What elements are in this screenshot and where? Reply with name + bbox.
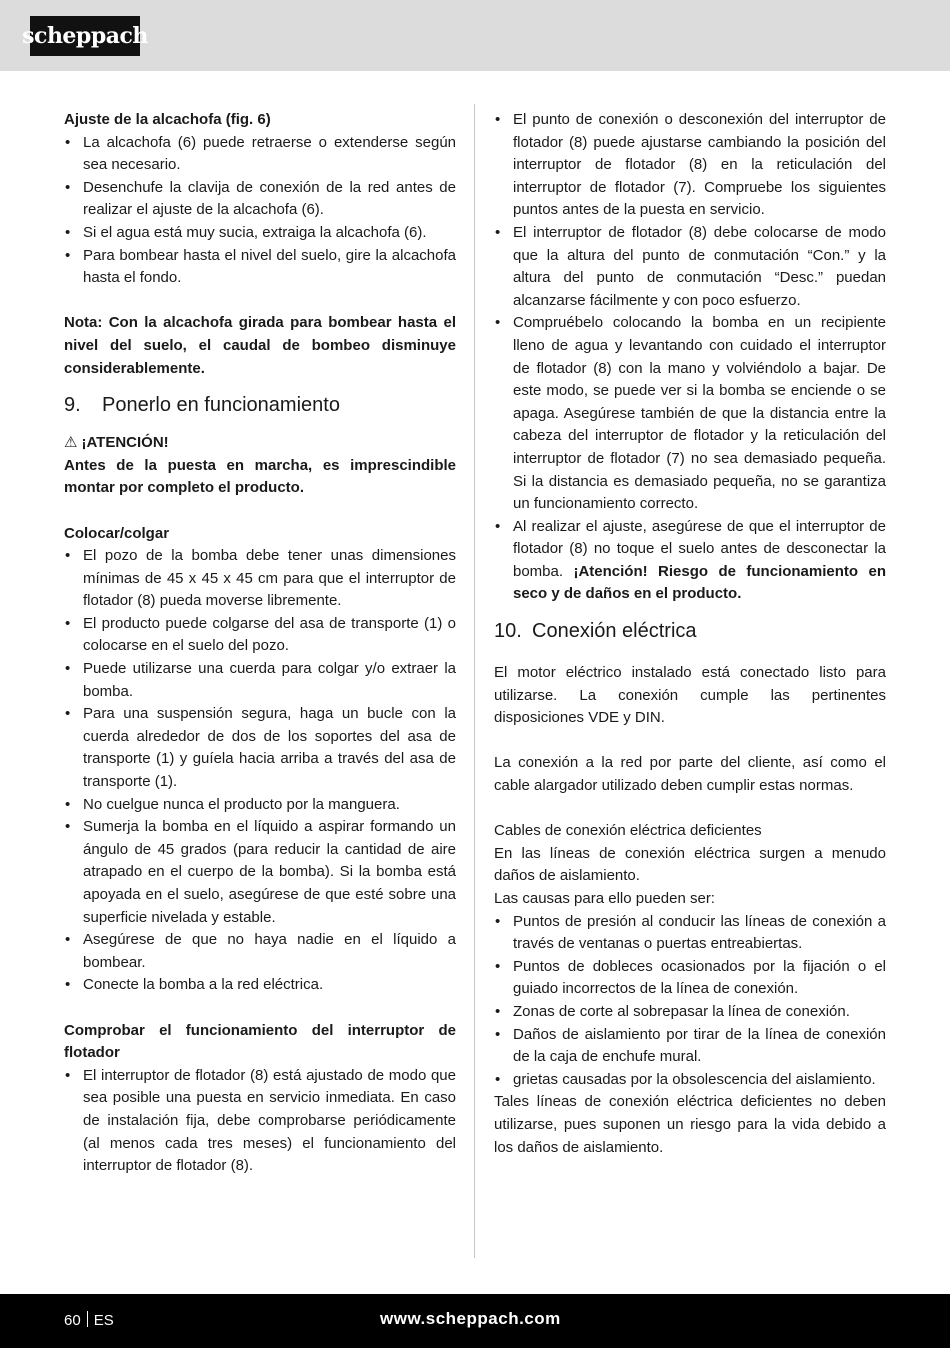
adjust-heading: Ajuste de la alcachofa (fig. 6) (64, 111, 271, 128)
paragraph: Tales líneas de conexión eléctrica deficientes no deben utilizarse, pues suponen un riesgo para la vida debido a los daños de aislamiento. (494, 1093, 886, 1156)
paragraph: La conexión a la red por parte del cliente, así como el cable alargador utilizado deben cumplir estas normas. (494, 754, 886, 795)
paragraph: Las causas para ello pueden ser: (494, 890, 715, 907)
footer-separator (87, 1311, 88, 1327)
page-info (64, 1310, 114, 1333)
section-title: Conexión eléctrica (532, 620, 697, 643)
list-item: • El punto de conexión o desconexión del interruptor de flotador (8) puede ajustarse cambiando la posición del interruptor de flotador (8) en la reticulación del interruptor de flotador (7). Compruebe los siguientes puntos antes de la puesta en servicio. (494, 109, 886, 222)
list-item: • La alcachofa (6) puede retraerse o extenderse según sea necesario. (64, 132, 456, 177)
list-item-text: Al realizar el ajuste, asegúrese de que el interruptor de flotador (8) no toque el suelo antes de desconectar la bomba. (513, 517, 886, 580)
list-item: • Zonas de corte al sobrepasar la línea de conexión. (494, 1001, 886, 1024)
list-item: • Asegúrese de que no haya nadie en el líquido a bombear. (64, 929, 456, 974)
page-footer (0, 1294, 950, 1348)
list-item (494, 516, 886, 606)
scheppach-logo: scheppach (30, 16, 140, 56)
cables-heading: Cables de conexión eléctrica deficientes (494, 822, 762, 840)
warning-heading (64, 432, 456, 455)
adjust-list (64, 132, 456, 290)
list-item-warning: ¡Atención! Riesgo de funcionamiento en seco y de daños en el producto. (513, 562, 886, 603)
list-item: • Desenchufe la clavija de conexión de la red antes de realizar el ajuste de la alcachofa (6). (64, 177, 456, 222)
right-column (494, 109, 886, 1159)
float-check-list-continued (494, 109, 886, 606)
list-item: • Puntos de dobleces ocasionados por la fijación o el guiado incorrectos de la línea de conexión. (494, 956, 886, 1001)
column-divider (474, 104, 475, 1258)
page-number: 60 (64, 1312, 81, 1329)
section-heading-10 (494, 616, 886, 646)
list-item: • Conecte la bomba a la red eléctrica. (64, 974, 456, 997)
float-check-list (64, 1065, 456, 1178)
warning-triangle-icon: ⚠ (64, 434, 78, 452)
website-link[interactable]: www.scheppach.com (380, 1309, 561, 1328)
paragraph: El motor eléctrico instalado está conectado listo para utilizarse. La conexión cumple las pertinentes disposiciones VDE y DIN. (494, 664, 886, 727)
hang-heading: Colocar/colgar (64, 524, 170, 542)
section-heading-9 (64, 390, 456, 420)
section-title: Ponerlo en funcionamiento (102, 394, 340, 417)
list-item: • Para bombear hasta el nivel del suelo, gire la alcachofa hasta el fondo. (64, 245, 456, 290)
list-item: • El interruptor de flotador (8) debe colocarse de modo que la altura del punto de conmutación “Con.” y la altura del punto de conmutación “Desc.” puedan alcanzarse fácilmente y con poco esfuerzo. (494, 222, 886, 312)
causes-list (494, 911, 886, 1092)
list-item: • grietas causadas por la obsolescencia del aislamiento. (494, 1069, 886, 1092)
note-text: Nota: Con la alcachofa girada para bombear hasta el nivel del suelo, el caudal de bombeo disminuye considerablemente. (64, 314, 456, 377)
list-item: • Compruébelo colocando la bomba en un recipiente lleno de agua y levantando con cuidado el interruptor de flotador (8) con la mano y volviéndolo a bajar. De este modo, se puede ver si la bomba se enciende o se apaga. Asegúrese también de que la distancia entre la cabeza del interruptor de flotador y la reticulación del interruptor de flotador (7) no sea demasiado pequeña. Si la distancia es demasiado pequeña, no se garantiza un funcionamiento correcto. (494, 312, 886, 515)
page-header (0, 0, 950, 71)
list-item: • El interruptor de flotador (8) está ajustado de modo que sea posible una puesta en servicio inmediata. En caso de instalación fija, debe comprobarse periódicamente (al menos cada tres meses) el funcionamiento del interruptor de flotador (8). (64, 1065, 456, 1178)
list-item: • Para una suspensión segura, haga un bucle con la cuerda alrededor de dos de los soportes del asa de transporte (1) y guíela hacia arriba a través del asa de transporte (1). (64, 703, 456, 793)
list-item: • Sumerja la bomba en el líquido a aspirar formando un ángulo de 45 grados (para reducir la cantidad de aire atrapado en el cuerpo de la bomba). Si la bomba está apoyada en el suelo, asegúrese de que esté sobre una superficie nivelada y estable. (64, 816, 456, 929)
list-item: • Si el agua está muy sucia, extraiga la alcachofa (6). (64, 222, 456, 245)
language-code: ES (93, 1312, 114, 1329)
hang-list (64, 545, 456, 997)
section-number: 9. (64, 394, 81, 417)
list-item: • Puede utilizarse una cuerda para colgar y/o extraer la bomba. (64, 658, 456, 703)
left-column (64, 109, 456, 1178)
list-item: • Daños de aislamiento por tirar de la línea de conexión de la caja de enchufe mural. (494, 1024, 886, 1069)
list-item: • El pozo de la bomba debe tener unas dimensiones mínimas de 45 x 45 x 45 cm para que el interruptor de flotador (8) pueda moverse libremente. (64, 545, 456, 613)
list-item: • No cuelgue nunca el producto por la manguera. (64, 794, 456, 817)
section-number: 10. (494, 620, 522, 643)
list-item: • Puntos de presión al conducir las líneas de conexión a través de ventanas o puertas entreabiertas. (494, 911, 886, 956)
float-check-heading: Comprobar el funcionamiento del interruptor de flotador (64, 1021, 456, 1062)
list-item: • El producto puede colgarse del asa de transporte (1) o colocarse en el suelo del pozo. (64, 613, 456, 658)
warning-text: Antes de la puesta en marcha, es imprescindible montar por completo el producto. (64, 456, 456, 497)
warning-label: ¡ATENCIÓN! (81, 434, 169, 452)
paragraph: En las líneas de conexión eléctrica surgen a menudo daños de aislamiento. (494, 844, 886, 885)
